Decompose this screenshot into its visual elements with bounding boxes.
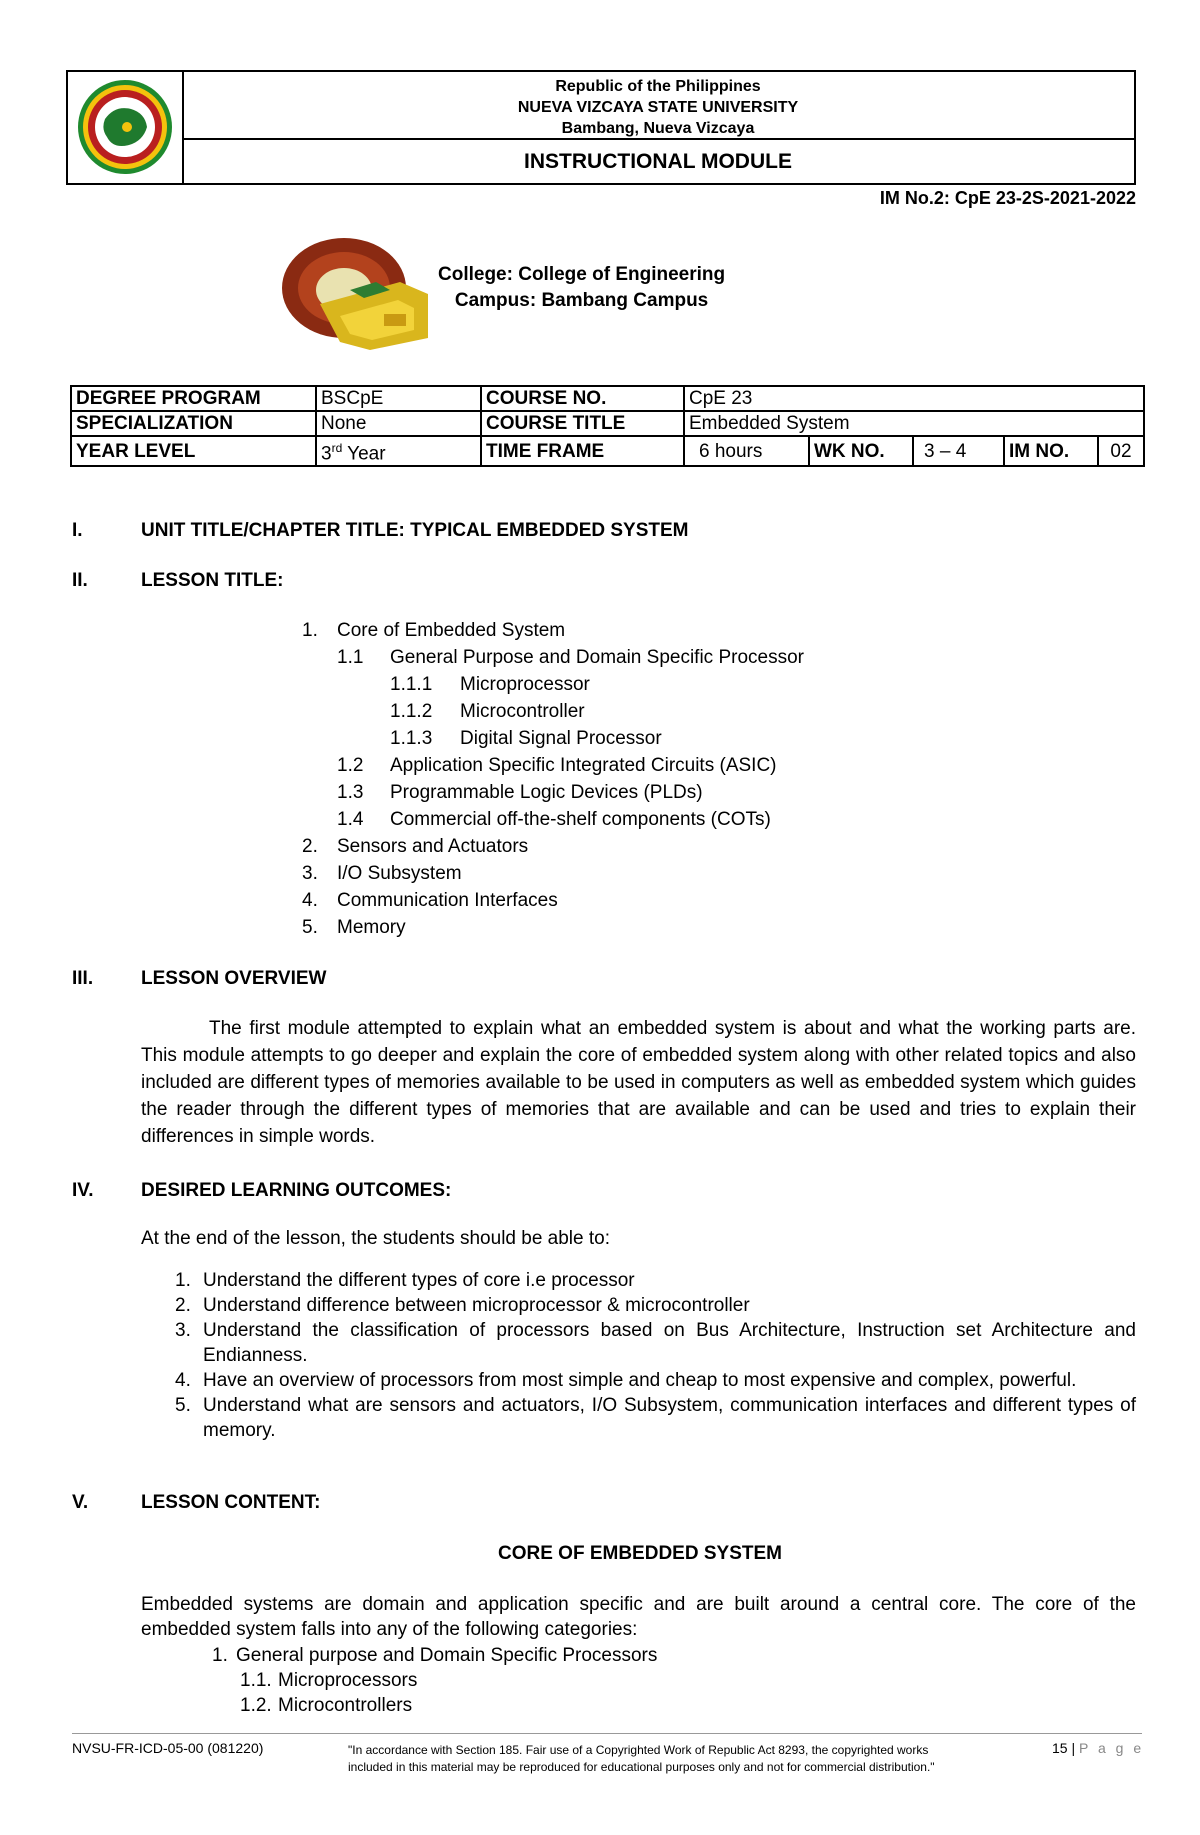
wk-no-label: WK NO. (809, 436, 913, 466)
list-item: 1.1.1 Microprocessor (390, 674, 590, 695)
table-row (71, 386, 1144, 411)
section-4-title: DESIRED LEARNING OUTCOMES: (141, 1180, 452, 1201)
section-2-title: LESSON TITLE: (141, 570, 284, 591)
section-3-number: III. (72, 968, 94, 989)
course-no-value: CpE 23 (684, 386, 1144, 411)
table-row (71, 436, 1144, 466)
time-frame-label: TIME FRAME (481, 436, 684, 466)
list-item: 1. Core of Embedded System (302, 620, 566, 641)
list-item: 1.4 Commercial off-the-shelf components (COTs) (337, 809, 771, 830)
list-item: 2. Understand difference between microprocessor & microcontroller (175, 1295, 750, 1316)
time-frame-value: 6 hours (684, 436, 809, 466)
degree-program-value: BSCpE (316, 386, 481, 411)
section-4-number: IV. (72, 1180, 94, 1201)
course-info-table (70, 385, 1145, 467)
list-item: 4. Communication Interfaces (302, 890, 558, 911)
college-name: College: College of Engineering (438, 264, 726, 285)
list-item: 1.3 Programmable Logic Devices (PLDs) (337, 782, 703, 803)
list-item: 1.1 General Purpose and Domain Specific Processor (337, 647, 804, 668)
header-location: Bambang, Nueva Vizcaya (561, 120, 755, 137)
footer-divider (72, 1733, 1142, 1734)
im-no-label: IM NO. (1004, 436, 1098, 466)
list-item: 5. Understand what are sensors and actuators, I/O Subsystem, communication interfaces and different types of memory. (175, 1395, 1136, 1441)
footer-form-code: NVSU-FR-ICD-05-00 (081220) (72, 1740, 264, 1756)
lesson-title-list (0, 617, 1200, 941)
wk-no-value: 3 – 4 (913, 436, 1004, 466)
list-item: 3. I/O Subsystem (302, 863, 462, 884)
section-5-number: V. (72, 1492, 89, 1513)
list-item: 1.1. Microprocessors (240, 1670, 418, 1691)
list-item: 1. Understand the different types of core i.e processor (175, 1270, 635, 1291)
year-level-label: YEAR LEVEL (71, 436, 316, 466)
im-no-value: 02 (1098, 436, 1144, 466)
degree-program-label: DEGREE PROGRAM (71, 386, 316, 411)
course-title-value: Embedded System (684, 411, 1144, 436)
table-row (71, 411, 1144, 436)
course-title-label: COURSE TITLE (481, 411, 684, 436)
section-1-number: I. (72, 520, 83, 541)
university-seal-icon (68, 72, 182, 183)
college-block (438, 262, 725, 314)
document-header (66, 70, 1136, 185)
content-intro: Embedded systems are domain and application specific and are built around a central core. The core of the embedded system falls into any of the following categories: (141, 1594, 1136, 1640)
outcomes-intro: At the end of the lesson, the students should be able to: (141, 1228, 610, 1249)
year-level-value: 3rd Year (316, 436, 481, 466)
header-republic: Republic of the Philippines (555, 78, 761, 95)
header-institution (182, 72, 1134, 140)
list-item: 1.1.3 Digital Signal Processor (390, 728, 662, 749)
section-1-title: UNIT TITLE/CHAPTER TITLE: TYPICAL EMBEDDED SYSTEM (141, 520, 689, 541)
footer-page-number: 15 | P a g e (1052, 1740, 1145, 1756)
campus-name: Campus: Bambang Campus (454, 290, 709, 311)
engineering-logo-icon (280, 234, 430, 352)
section-2-number: II. (72, 570, 88, 591)
im-number: IM No.2: CpE 23-2S-2021-2022 (879, 188, 1136, 208)
module-title: INSTRUCTIONAL MODULE (524, 150, 792, 173)
list-item: 3. Understand the classification of processors based on Bus Architecture, Instruction set Architecture and Endianness. (175, 1320, 1136, 1366)
list-item: 1. General purpose and Domain Specific Processors (212, 1645, 658, 1666)
list-item: 1.2 Application Specific Integrated Circuits (ASIC) (337, 755, 777, 776)
outcomes-list (175, 1268, 1136, 1443)
university-seal-cell (68, 72, 184, 183)
overview-paragraph: The first module attempted to explain what an embedded system is about and what the working parts are. This module attempts to go deeper and explain the core of embedded system along with other related topics and also included are different types of memories available to be used in computers as well as embedded system which guides the reader through the different types of memories that are available and can be used and tries to explain their differences in simple words. (141, 1018, 1136, 1147)
footer-copyright-notice: "In accordance with Section 185. Fair use of a Copyrighted Work of Republic Act 8293, the copyrighted works included in this material may be reproduced for educational purposes only and not for commercial distribution." (348, 1743, 935, 1774)
list-item: 2. Sensors and Actuators (302, 836, 529, 857)
content-heading: CORE OF EMBEDDED SYSTEM (498, 1543, 782, 1564)
list-item: 4. Have an overview of processors from most simple and cheap to most expensive and complex, powerful. (175, 1370, 1077, 1391)
core-categories-list (0, 1643, 1200, 1718)
section-5-title: LESSON CONTENT: (141, 1492, 321, 1513)
specialization-value: None (316, 411, 481, 436)
course-no-label: COURSE NO. (481, 386, 684, 411)
header-university-name: NUEVA VIZCAYA STATE UNIVERSITY (517, 99, 799, 116)
list-item: 1.2. Microcontrollers (240, 1695, 413, 1716)
specialization-label: SPECIALIZATION (71, 411, 316, 436)
list-item: 5. Memory (302, 917, 406, 938)
section-3-title: LESSON OVERVIEW (141, 968, 327, 989)
list-item: 1.1.2 Microcontroller (390, 701, 585, 722)
